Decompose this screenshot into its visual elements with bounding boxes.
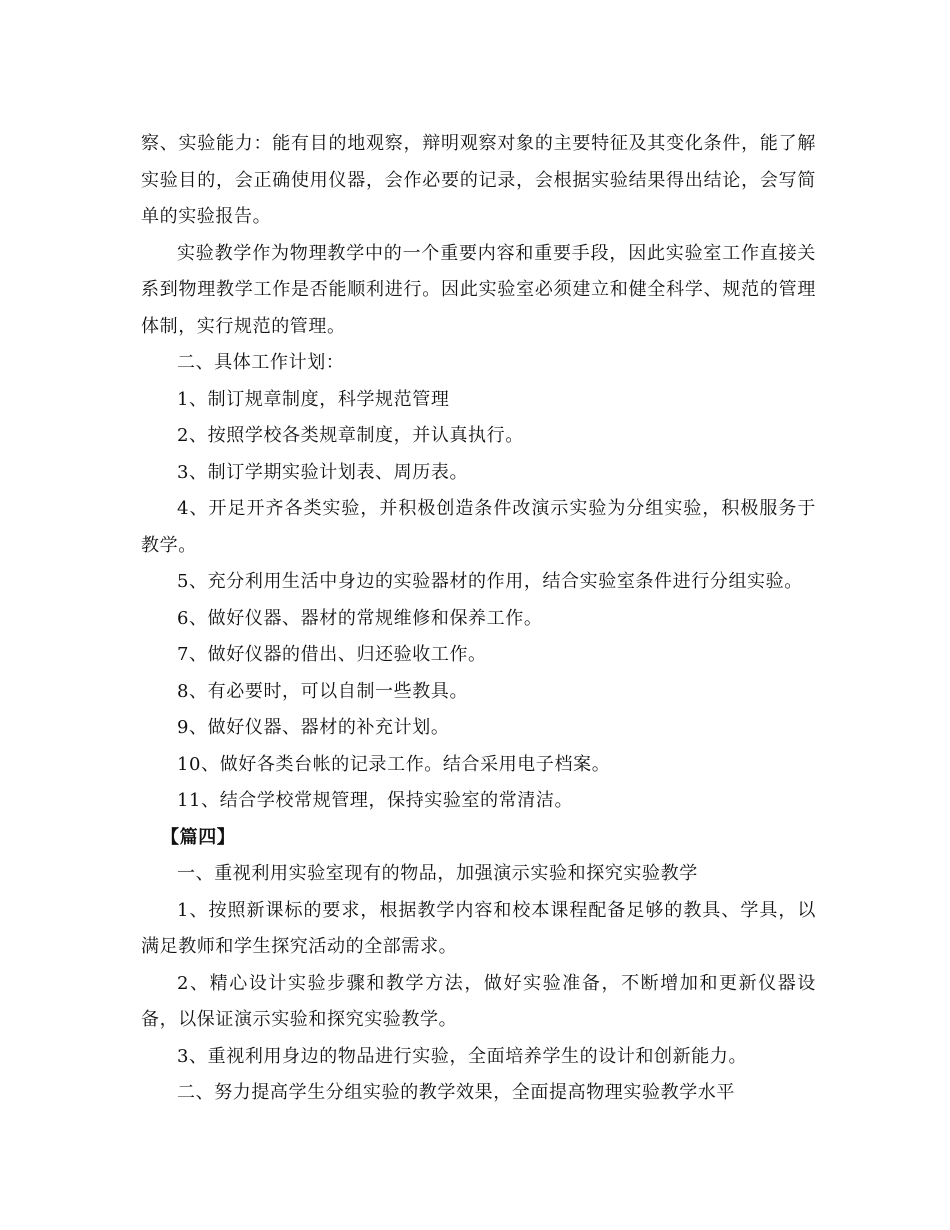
section-heading-work-plan: 二、具体工作计划：	[177, 352, 345, 373]
list-item-2: 2、按照学校各类规章制度，并认真执行。	[177, 425, 524, 446]
demo-item-3: 3、重视利用身边的物品进行实验，全面培养学生的设计和创新能力。	[177, 1045, 748, 1067]
demo-item-1: 1、按照新课标的要求，根据教学内容和校本课程配备足够的教具、学具，以满足教师和学生探究活动的全部需求。	[141, 899, 816, 957]
list-item-8: 8、有必要时，可以自制一些教具。	[177, 680, 469, 702]
list-item-3: 3、制订学期实验计划表、周历表。	[177, 461, 469, 483]
list-item-6: 6、做好仪器、器材的常规维修和保养工作。	[177, 607, 543, 629]
list-item-10: 10、做好各类台帐的记录工作。结合采用电子档案。	[177, 753, 611, 775]
list-item-5: 5、充分利用生活中身边的实验器材的作用，结合实验室条件进行分组实验。	[177, 571, 803, 592]
list-item-11: 11、结合学校常规管理，保持实验室的常清洁。	[177, 790, 574, 811]
section-title-part-four: 【篇四】	[161, 826, 236, 848]
list-item-7: 7、做好仪器的借出、归还验收工作。	[177, 644, 487, 665]
section-heading-demo-experiments: 一、重视利用实验室现有的物品，加强演示实验和探究实验教学	[177, 863, 698, 884]
demo-item-2: 2、精心设计实验步骤和教学方法，做好实验准备，不断增加和更新仪器设备，以保证演示实验和探究实验教学。	[141, 972, 816, 1030]
section-heading-group-experiments: 二、努力提高学生分组实验的教学效果，全面提高物理实验教学水平	[177, 1082, 735, 1103]
paragraph-experiment-teaching: 实验教学作为物理教学中的一个重要内容和重要手段，因此实验室工作直接关系到物理教学工作是否能顺利进行。因此实验室必须建立和健全科学、规范的管理体制，实行规范的管理。	[141, 242, 816, 337]
document-body	[141, 126, 816, 1112]
list-item-9: 9、做好仪器、器材的补充计划。	[177, 717, 450, 738]
list-item-1: 1、制订规章制度，科学规范管理	[177, 388, 450, 410]
paragraph-observation-skills: 察、实验能力：能有目的地观察，辩明观察对象的主要特征及其变化条件，能了解实验目的，会正确使用仪器，会作必要的记录，会根据实验结果得出结论，会写简单的实验报告。	[141, 133, 816, 227]
list-item-4: 4、开足开齐各类实验，并积极创造条件改演示实验为分组实验，积极服务于教学。	[141, 498, 816, 556]
